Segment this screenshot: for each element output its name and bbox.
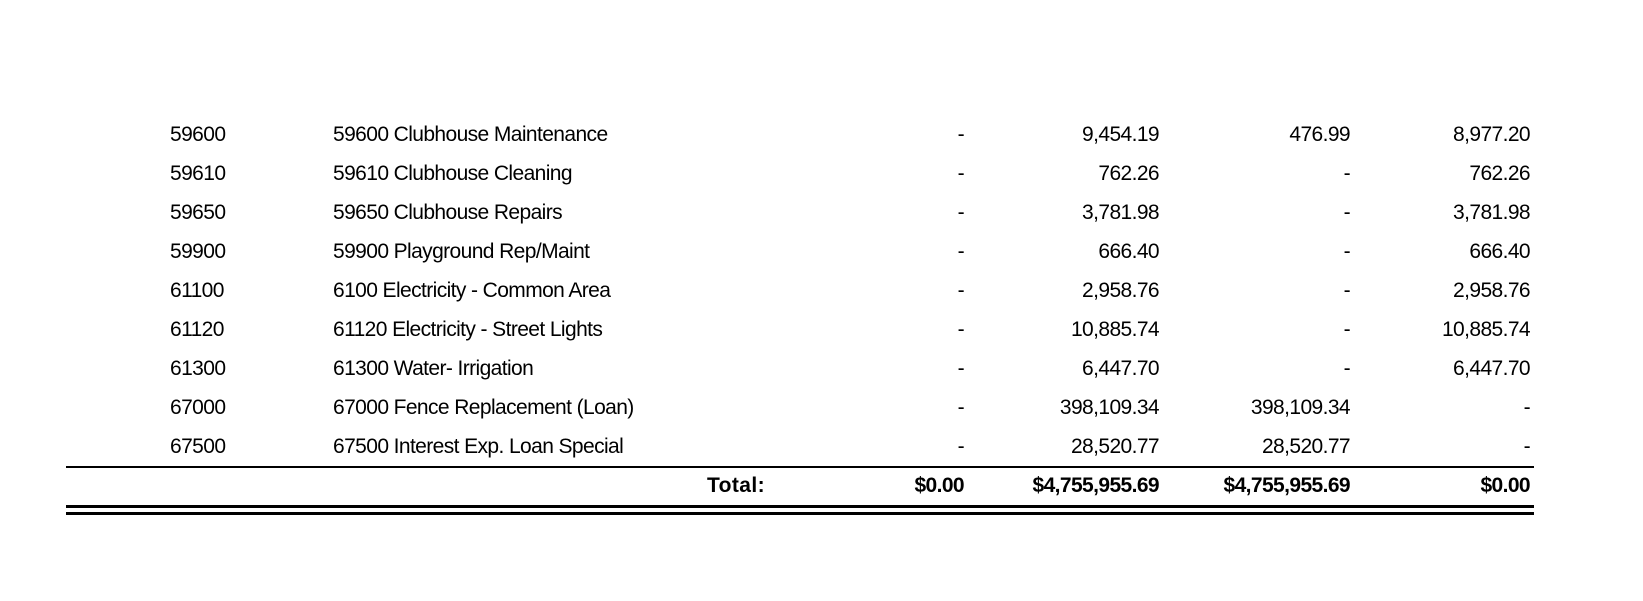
account-description: 61300 Water- Irrigation — [333, 357, 534, 380]
account-code: 61100 — [170, 279, 224, 302]
beginning-balance: - — [957, 279, 964, 302]
beginning-balance: - — [957, 435, 964, 458]
account-description: 59610 Clubhouse Cleaning — [333, 162, 572, 185]
credit-amount: 476.99 — [1289, 123, 1350, 146]
table-row — [0, 154, 1643, 193]
account-description: 59650 Clubhouse Repairs — [333, 201, 563, 224]
beginning-balance: - — [957, 123, 964, 146]
credit-amount: 398,109.34 — [1250, 396, 1350, 419]
ending-balance: 666.40 — [1469, 240, 1530, 263]
table-row — [0, 115, 1643, 154]
account-code: 59650 — [170, 201, 226, 224]
account-code: 59600 — [170, 123, 226, 146]
beginning-balance: - — [957, 396, 964, 419]
ending-balance: 10,885.74 — [1441, 318, 1530, 341]
total-double-underline — [66, 505, 1534, 515]
account-description: 67500 Interest Exp. Loan Special — [333, 435, 624, 458]
debit-amount: 762.26 — [1098, 162, 1159, 185]
account-code: 59900 — [170, 240, 226, 263]
ending-balance: 762.26 — [1469, 162, 1530, 185]
debit-amount: 3,781.98 — [1082, 201, 1159, 224]
account-description: 61120 Electricity - Street Lights — [333, 318, 603, 341]
account-code: 59610 — [170, 162, 226, 185]
debit-amount: 6,447.70 — [1082, 357, 1159, 380]
table-row — [0, 427, 1643, 466]
account-description: 6100 Electricity - Common Area — [333, 279, 611, 302]
total-label: Total: — [707, 474, 765, 497]
table-row — [0, 232, 1643, 271]
total-debit: $4,755,955.69 — [1032, 474, 1159, 497]
credit-amount: - — [1343, 201, 1350, 224]
table-row — [0, 271, 1643, 310]
credit-amount: - — [1343, 279, 1350, 302]
account-description: 67000 Fence Replacement (Loan) — [333, 396, 634, 419]
beginning-balance: - — [957, 240, 964, 263]
credit-amount: - — [1343, 357, 1350, 380]
total-beginning-balance: $0.00 — [914, 474, 964, 497]
beginning-balance: - — [957, 357, 964, 380]
beginning-balance: - — [957, 318, 964, 341]
debit-amount: 398,109.34 — [1059, 396, 1159, 419]
table-row — [0, 349, 1643, 388]
account-code: 67500 — [170, 435, 226, 458]
credit-amount: - — [1343, 162, 1350, 185]
debit-amount: 10,885.74 — [1070, 318, 1159, 341]
ending-balance: - — [1523, 435, 1530, 458]
beginning-balance: - — [957, 201, 964, 224]
debit-amount: 2,958.76 — [1082, 279, 1159, 302]
total-credit: $4,755,955.69 — [1223, 474, 1350, 497]
account-description: 59900 Playground Rep/Maint — [333, 240, 590, 263]
account-code: 61120 — [170, 318, 224, 341]
debit-amount: 28,520.77 — [1070, 435, 1159, 458]
beginning-balance: - — [957, 162, 964, 185]
ending-balance: 6,447.70 — [1453, 357, 1530, 380]
account-code: 67000 — [170, 396, 226, 419]
debit-amount: 9,454.19 — [1082, 123, 1159, 146]
table-row — [0, 310, 1643, 349]
account-description: 59600 Clubhouse Maintenance — [333, 123, 608, 146]
total-ending-balance: $0.00 — [1480, 474, 1530, 497]
credit-amount: - — [1343, 318, 1350, 341]
ending-balance: 2,958.76 — [1453, 279, 1530, 302]
debit-amount: 666.40 — [1098, 240, 1159, 263]
table-row — [0, 388, 1643, 427]
ending-balance: - — [1523, 396, 1530, 419]
credit-amount: - — [1343, 240, 1350, 263]
ending-balance: 3,781.98 — [1453, 201, 1530, 224]
credit-amount: 28,520.77 — [1261, 435, 1350, 458]
account-code: 61300 — [170, 357, 226, 380]
ending-balance: 8,977.20 — [1453, 123, 1530, 146]
table-row — [0, 193, 1643, 232]
totals-row — [0, 468, 1643, 504]
